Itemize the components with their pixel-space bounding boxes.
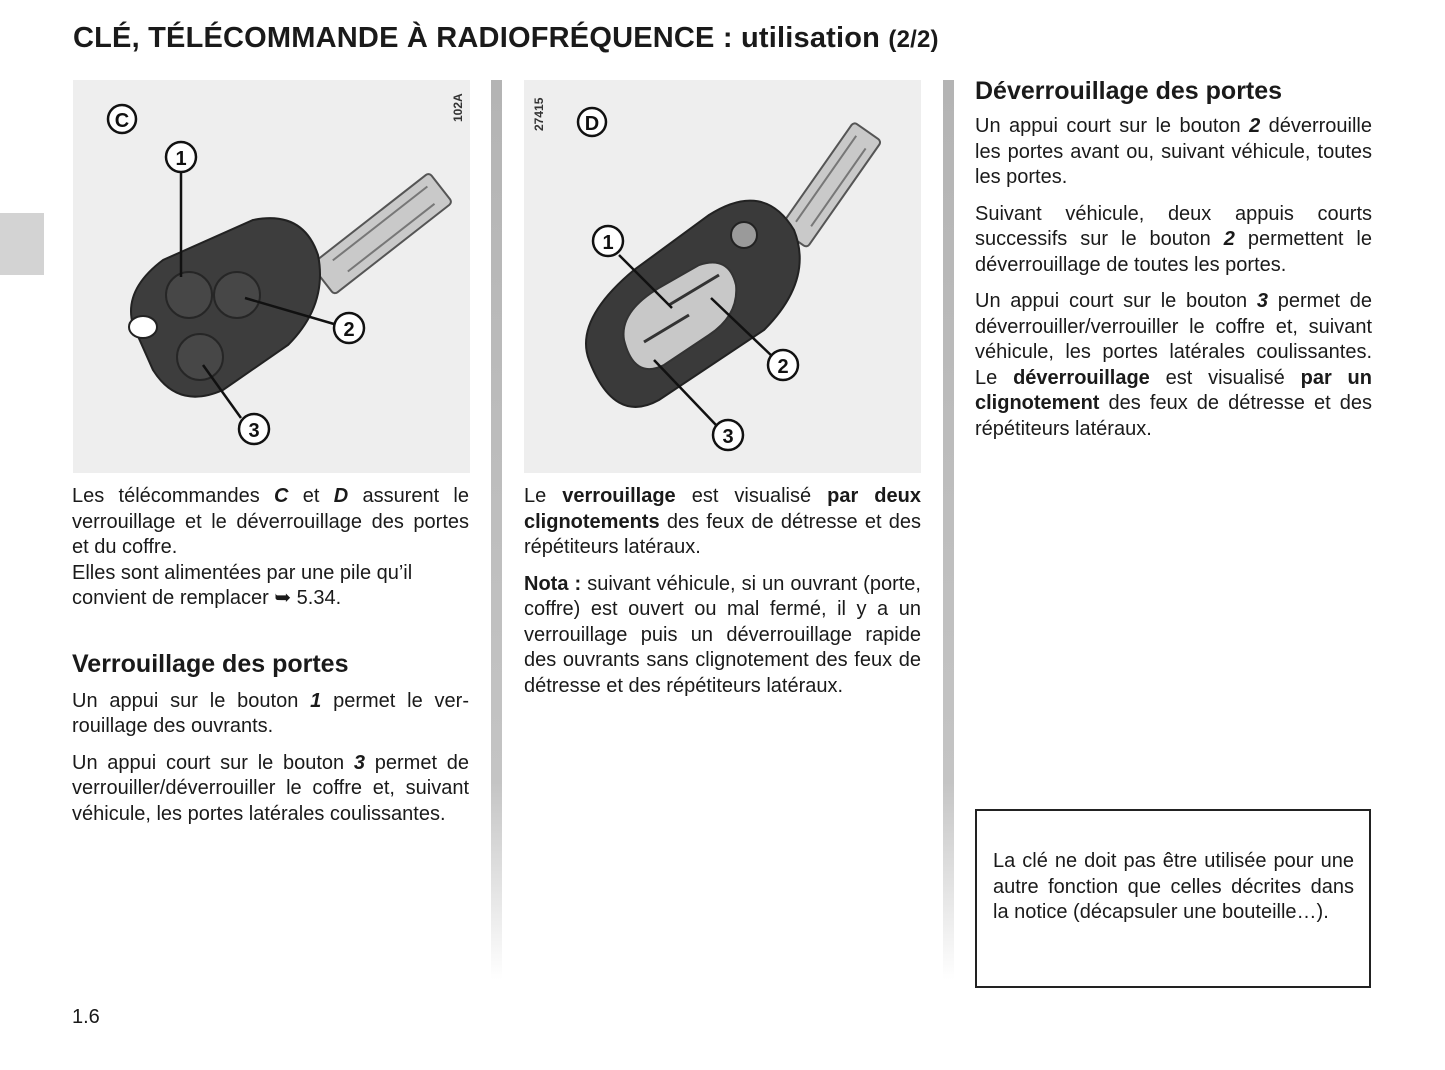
key-c-button-1 <box>166 272 212 318</box>
key-c-button-3 <box>177 334 223 380</box>
callout-d-1 <box>593 226 623 256</box>
svg-text:3: 3 <box>248 420 260 442</box>
key-ring-hole <box>129 316 157 338</box>
column-3 <box>975 76 1372 453</box>
intro-paragraph: Les télécommandes C et D assurent le verrouillage et le déverrouillage des portes et du coffre. <box>72 485 469 558</box>
svg-text:1: 1 <box>175 148 187 170</box>
figure-c-label <box>108 105 136 133</box>
arrow-ref-icon: ➥ <box>274 587 292 609</box>
title-suffix: (2/2) <box>888 26 939 53</box>
svg-text:D: D <box>584 113 600 135</box>
unlocking-heading: Déverrouillage des portes <box>975 77 1283 105</box>
notice-text: La clé ne doit pas être utilisée pour une autre fonction que celles décrites dans la notice (décapsuler une bouteille…). <box>993 850 1354 923</box>
unlocking-paragraph-2: Suivant véhicule, deux appuis courts successifs sur le bouton 2 permettent le déverrouillage de toutes les portes. <box>975 202 1372 276</box>
section-tab-marker <box>0 213 44 275</box>
page-number: 1.6 <box>72 1006 100 1028</box>
callout-d-2 <box>768 350 798 380</box>
key-c-illustration <box>73 80 470 473</box>
column-1 <box>72 484 469 838</box>
callout-d-3 <box>713 420 743 450</box>
locking-paragraph-2: Un appui court sur le bouton 3 permet de verrouiller/déverrouiller le coffre et, suivant véhicule, les portes latérales coulissantes. <box>72 751 469 825</box>
figure-c-key-remote <box>73 80 470 473</box>
key-c-button-2 <box>214 272 260 318</box>
key-d-blade <box>779 122 881 248</box>
svg-text:2: 2 <box>343 319 355 341</box>
locking-heading: Verrouillage des portes <box>72 649 349 678</box>
column-2 <box>524 484 921 710</box>
battery-paragraph: Elles sont alimentées par une pile qu’il convient de remplacer ➥ 5.34. <box>72 561 413 609</box>
column-divider-1 <box>491 80 502 980</box>
locking-paragraph-1: Un appui sur le bouton 1 permet le verrouillage des ouvrants. <box>72 689 469 737</box>
title-main: CLÉ, TÉLÉCOMMANDE À RADIOFRÉQUENCE : utilisation <box>73 22 881 54</box>
key-blade <box>311 172 453 294</box>
figure-c-ref: 102A <box>451 93 465 122</box>
warning-notice-box <box>975 809 1371 988</box>
figure-d-label <box>578 108 606 136</box>
svg-text:C: C <box>114 110 130 132</box>
unlocking-paragraph-1: Un appui court sur le bouton 2 déverrouille les portes avant ou, suivant véhicule, toutes les portes. <box>975 115 1373 188</box>
key-d-release-button <box>731 222 757 248</box>
callout-c-2 <box>334 313 364 343</box>
page-title <box>73 22 939 55</box>
svg-text:3: 3 <box>722 426 734 448</box>
figure-d-ref: 27415 <box>532 97 546 131</box>
callout-c-3 <box>239 414 269 444</box>
nota-paragraph: Nota : suivant véhicule, si un ouvrant (porte, coffre) est ouvert ou mal fermé, il y a un verrouillage puis un déverrouillage rapide des ouvrants sans clignotement des feux de détresse et des répétiteurs latéraux. <box>524 572 921 697</box>
unlocking-paragraph-3: Un appui court sur le bouton 3 permet de déverrouiller/verrouiller le coffre et, suivant véhicule, les portes latérales coulissantes. Le déverrouillage est visualisé par un clignotement des feux de détresse et des répétiteurs latéraux. <box>975 290 1372 440</box>
lock-visual-paragraph: Le verrouillage est visualisé par deux clignotements des feux de détresse et des répétiteurs latéraux. <box>524 485 921 558</box>
svg-text:1: 1 <box>602 232 614 254</box>
callout-c-1 <box>166 142 196 172</box>
svg-text:2: 2 <box>777 356 789 378</box>
key-d-illustration <box>524 80 921 473</box>
figure-d-key-remote <box>524 80 921 473</box>
column-divider-2 <box>943 80 954 980</box>
